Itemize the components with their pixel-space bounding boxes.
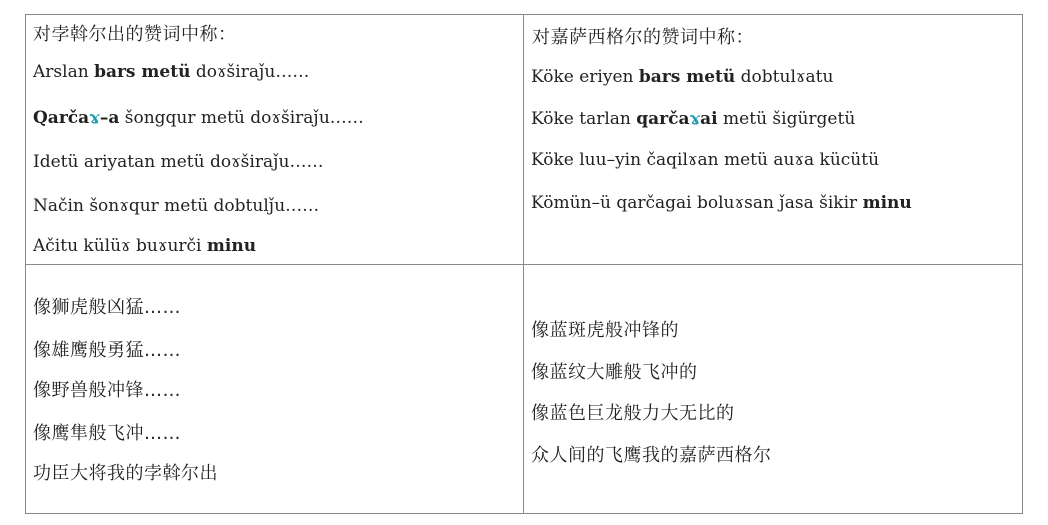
left-top-line-2 bbox=[33, 108, 364, 128]
text-segment: Köke eriyen bbox=[531, 67, 639, 87]
right-bottom-line-2: 像蓝纹大雕般飞冲的 bbox=[531, 362, 698, 383]
text-segment: Idetü ariyatan metü doɤširaǰu…… bbox=[33, 152, 324, 172]
text-segment: ɤ bbox=[89, 108, 100, 128]
text-segment: –a bbox=[99, 108, 120, 128]
comparison-table bbox=[25, 14, 1023, 514]
left-bottom-line-3: 像野兽般冲锋…… bbox=[33, 380, 181, 401]
left-bottom-line-2: 像雄鹰般勇猛…… bbox=[33, 340, 181, 361]
left-top-header: 对孛斡尔出的赞词中称： bbox=[33, 24, 237, 45]
left-bottom-line-4: 像鹰隼般飞冲…… bbox=[33, 423, 181, 444]
right-top-line-3 bbox=[531, 150, 879, 170]
left-top-line-1 bbox=[33, 62, 309, 82]
right-bottom-line-4: 众人间的飞鹰我的嘉萨西格尔 bbox=[531, 445, 772, 466]
text-segment: doɤširaǰu…… bbox=[190, 62, 310, 82]
cell-left-bottom bbox=[26, 265, 524, 513]
right-top-header: 对嘉萨西格尔的赞词中称： bbox=[532, 27, 754, 48]
right-top-line-1 bbox=[531, 67, 833, 87]
cell-left-top bbox=[26, 15, 524, 265]
text-segment: bars metü bbox=[638, 67, 736, 87]
text-segment: minu bbox=[862, 193, 912, 213]
text-segment: Köke tarlan bbox=[531, 109, 637, 129]
left-top-line-5 bbox=[33, 236, 256, 256]
text-segment: minu bbox=[206, 236, 257, 256]
text-segment: Način šonɤqur metü dobtulǰu…… bbox=[33, 196, 320, 216]
right-bottom-line-1: 像蓝斑虎般冲锋的 bbox=[531, 320, 679, 341]
text-segment: dobtulɤatu bbox=[735, 67, 834, 87]
text-segment: ɤ bbox=[689, 109, 701, 129]
left-bottom-line-1: 像狮虎般凶猛…… bbox=[33, 297, 181, 318]
text-segment: ai bbox=[700, 109, 718, 129]
text-segment: Köke luu–yin čaqilɤan metü auɤa kücütü bbox=[531, 150, 880, 170]
text-segment: šongqur metü doɤširaǰu…… bbox=[119, 108, 364, 128]
text-segment: Qarča bbox=[33, 108, 90, 128]
cell-right-bottom bbox=[524, 265, 1022, 513]
left-top-line-4 bbox=[33, 196, 319, 216]
right-top-line-2 bbox=[531, 109, 855, 129]
text-segment: bars metü bbox=[94, 62, 191, 82]
right-top-line-4 bbox=[531, 193, 912, 213]
left-bottom-line-5: 功臣大将我的孛斡尔出 bbox=[33, 463, 218, 484]
text-segment: Ačitu külüɤ buɤurči bbox=[33, 236, 207, 256]
cell-right-top bbox=[524, 15, 1022, 265]
text-segment: qarča bbox=[636, 109, 690, 129]
right-bottom-line-3: 像蓝色巨龙般力大无比的 bbox=[531, 403, 735, 424]
text-segment: Arslan bbox=[33, 62, 95, 82]
text-segment: metü šigürgetü bbox=[717, 109, 856, 129]
text-segment: Kömün–ü qarčagai boluɤsan ǰasa šikir bbox=[531, 193, 863, 213]
left-top-line-3 bbox=[33, 152, 323, 172]
